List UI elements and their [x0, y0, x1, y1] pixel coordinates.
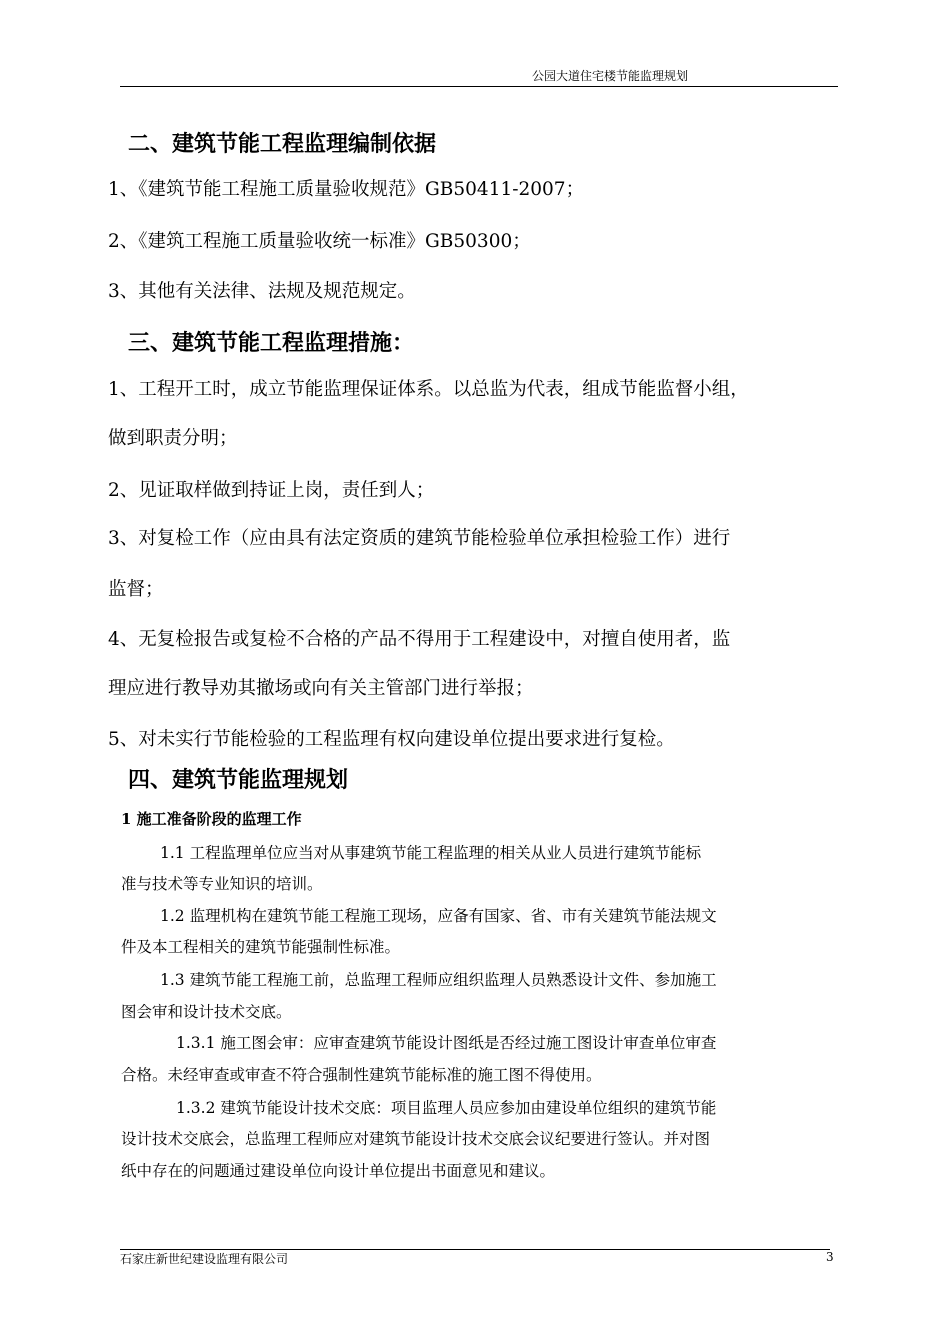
- list-item-line: 2、见证取样做到持证上岗，责任到人；: [108, 480, 435, 501]
- list-item: 1、《建筑节能工程施工质量验收规范》GB50411-2007；: [108, 179, 585, 200]
- list-item-line: 监督；: [108, 579, 164, 600]
- paragraph-line: 图会审和设计技术交底。: [121, 1003, 292, 1021]
- paragraph-line: 1.3 建筑节能工程施工前，总监理工程师应组织监理人员熟悉设计文件、参加施工: [160, 971, 717, 989]
- subsection-heading: 1 施工准备阶段的监理工作: [121, 810, 302, 828]
- paragraph-line: 合格。未经审查或审查不符合强制性建筑节能标准的施工图不得使用。: [121, 1066, 602, 1084]
- page-number: 3: [826, 1250, 834, 1264]
- paragraph-line: 件及本工程相关的建筑节能强制性标准。: [121, 938, 401, 956]
- list-item-line: 做到职责分明；: [108, 428, 238, 449]
- paragraph-line: 1.1 工程监理单位应当对从事建筑节能工程监理的相关从业人员进行建筑节能标: [160, 844, 702, 862]
- page-header-title: 公园大道住宅楼节能监理规划: [531, 69, 688, 83]
- paragraph-line: 1.3.2 建筑节能设计技术交底：项目监理人员应参加由建设单位组织的建筑节能: [176, 1099, 717, 1117]
- list-item: 2、《建筑工程施工质量验收统一标准》GB50300；: [108, 231, 531, 252]
- footer-company: 石家庄新世纪建设监理有限公司: [120, 1252, 289, 1266]
- list-item: 3、其他有关法律、法规及规范规定。: [108, 281, 416, 302]
- paragraph-line: 准与技术等专业知识的培训。: [121, 875, 323, 893]
- header-divider: [120, 86, 838, 87]
- list-item-line: 3、对复检工作（应由具有法定资质的建筑节能检验单位承担检验工作）进行: [108, 528, 731, 549]
- section-heading: 四、建筑节能监理规划: [128, 767, 349, 793]
- list-item-line: 理应进行教导劝其撤场或向有关主管部门进行举报；: [108, 678, 534, 699]
- paragraph-line: 1.2 监理机构在建筑节能工程施工现场，应备有国家、省、市有关建筑节能法规文: [160, 907, 717, 925]
- list-item-line: 1、工程开工时，成立节能监理保证体系。以总监为代表，组成节能监督小组，: [108, 379, 749, 400]
- paragraph-line: 1.3.1 施工图会审：应审查建筑节能设计图纸是否经过施工图设计审查单位审查: [176, 1034, 717, 1052]
- section-heading: 三、建筑节能工程监理措施：: [128, 330, 415, 356]
- paragraph-line: 设计技术交底会，总监理工程师应对建筑节能设计技术交底会议纪要进行签认。并对图: [121, 1130, 711, 1148]
- list-item-line: 4、无复检报告或复检不合格的产品不得用于工程建设中，对擅自使用者，监: [108, 629, 731, 650]
- list-item-line: 5、对未实行节能检验的工程监理有权向建设单位提出要求进行复检。: [108, 729, 675, 750]
- section-heading: 二、建筑节能工程监理编制依据: [128, 131, 437, 157]
- paragraph-line: 纸中存在的问题通过建设单位向设计单位提出书面意见和建议。: [121, 1162, 556, 1180]
